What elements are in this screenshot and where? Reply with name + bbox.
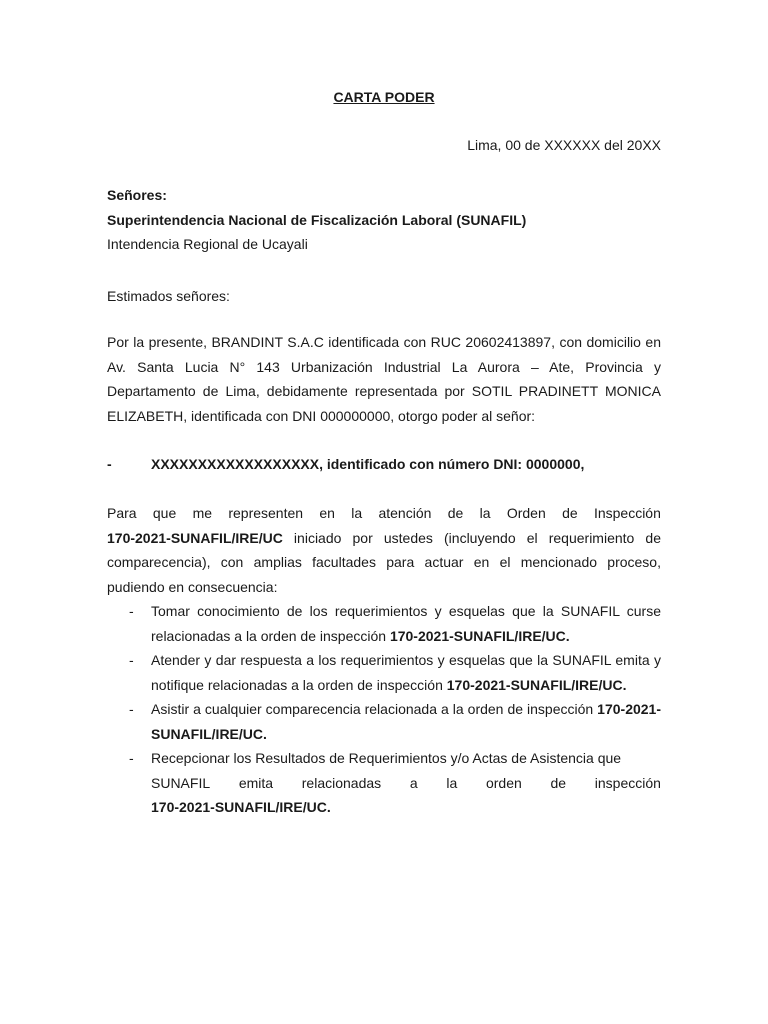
list-bullet: - [129,603,134,619]
list-item [107,599,661,648]
order-number: 170-2021-SUNAFIL/IRE/UC. [151,701,661,742]
word: orden [485,774,522,791]
word: que [152,505,177,521]
list-item-text: Atender y dar respuesta a los requerimientos y esquelas que la SUNAFIL emita y notifique relacionadas a la orden de inspección [151,652,661,693]
list-item [107,746,661,820]
list-bullet: - [129,750,134,766]
salutation: Señores: [107,187,167,203]
paragraph-2-rest [107,526,661,600]
word: de [562,505,578,521]
order-number: 170-2021-SUNAFIL/IRE/UC. [446,676,627,693]
word: de [550,774,567,791]
word: la [479,505,491,521]
date-line: Lima, 00 de XXXXXX del 20XX [467,137,661,153]
word: emita [238,774,274,791]
word: relacionadas [301,774,382,791]
order-number: 170-2021-SUNAFIL/IRE/UC. [389,627,570,644]
recipient-block [107,183,661,257]
list-item [107,697,661,746]
list-item-text-line1: Recepcionar los Resultados de Requerimientos y/o Actas de Asistencia que [151,750,622,766]
powers-list [107,599,661,820]
attorney-name: XXXXXXXXXXXXXXXXXX, identificado con número DNI: 0000000, [151,456,585,472]
word: la [351,505,363,521]
word: a [409,774,418,791]
recipient-organization: Superintendencia Nacional de Fiscalización Laboral (SUNAFIL) [107,211,527,228]
list-item-text: Asistir a cualquier comparecencia relacionada a la orden de inspección [151,701,598,717]
order-number: 170-2021-SUNAFIL/IRE/UC. [151,799,331,815]
word: Inspección [593,505,661,521]
word: Orden [506,505,546,521]
list-item-text: Tomar conocimiento de los requerimientos y esquelas que la SUNAFIL curse relacionadas a la orden de inspección [151,603,661,644]
paragraph-2-first-line [107,501,661,526]
word: me [192,505,213,521]
paragraph-1: Por la presente, BRANDINT S.A.C identificada con RUC 20602413897, con domicilio en Av. Santa Lucia N° 143 Urbanización Industrial La Aurora – Ate, Provincia y Departamento de Lima, debidamente representada por SOTIL PRADINETT MONICA ELIZABETH, identificada con DNI 000000000, otorgo poder al señor: [107,334,661,424]
recipient-office: Intendencia Regional de Ucayali [107,236,308,252]
list-bullet: - [129,701,134,717]
list-item [107,648,661,697]
paragraph-2 [107,501,661,599]
word: Para [107,505,137,521]
word: en [319,505,335,521]
word: de [447,505,464,521]
attorney-dash: - [107,456,112,472]
document-title: CARTA PODER [333,89,435,105]
list-bullet: - [129,652,134,668]
word: atención [378,505,432,521]
list-item-text-line2 [151,771,661,796]
word: la [446,774,458,791]
paragraph-2-text: iniciado por ustedes (incluyendo el requerimiento de comparecencia), con amplias facultades para actuar en el mencionado proceso, pudiendo en consecuencia: [107,529,661,595]
word: SUNAFIL [151,774,211,791]
order-number: 170-2021-SUNAFIL/IRE/UC [107,529,283,546]
word: representen [228,505,304,521]
word: inspección [594,774,661,791]
greeting: Estimados señores: [107,288,230,304]
